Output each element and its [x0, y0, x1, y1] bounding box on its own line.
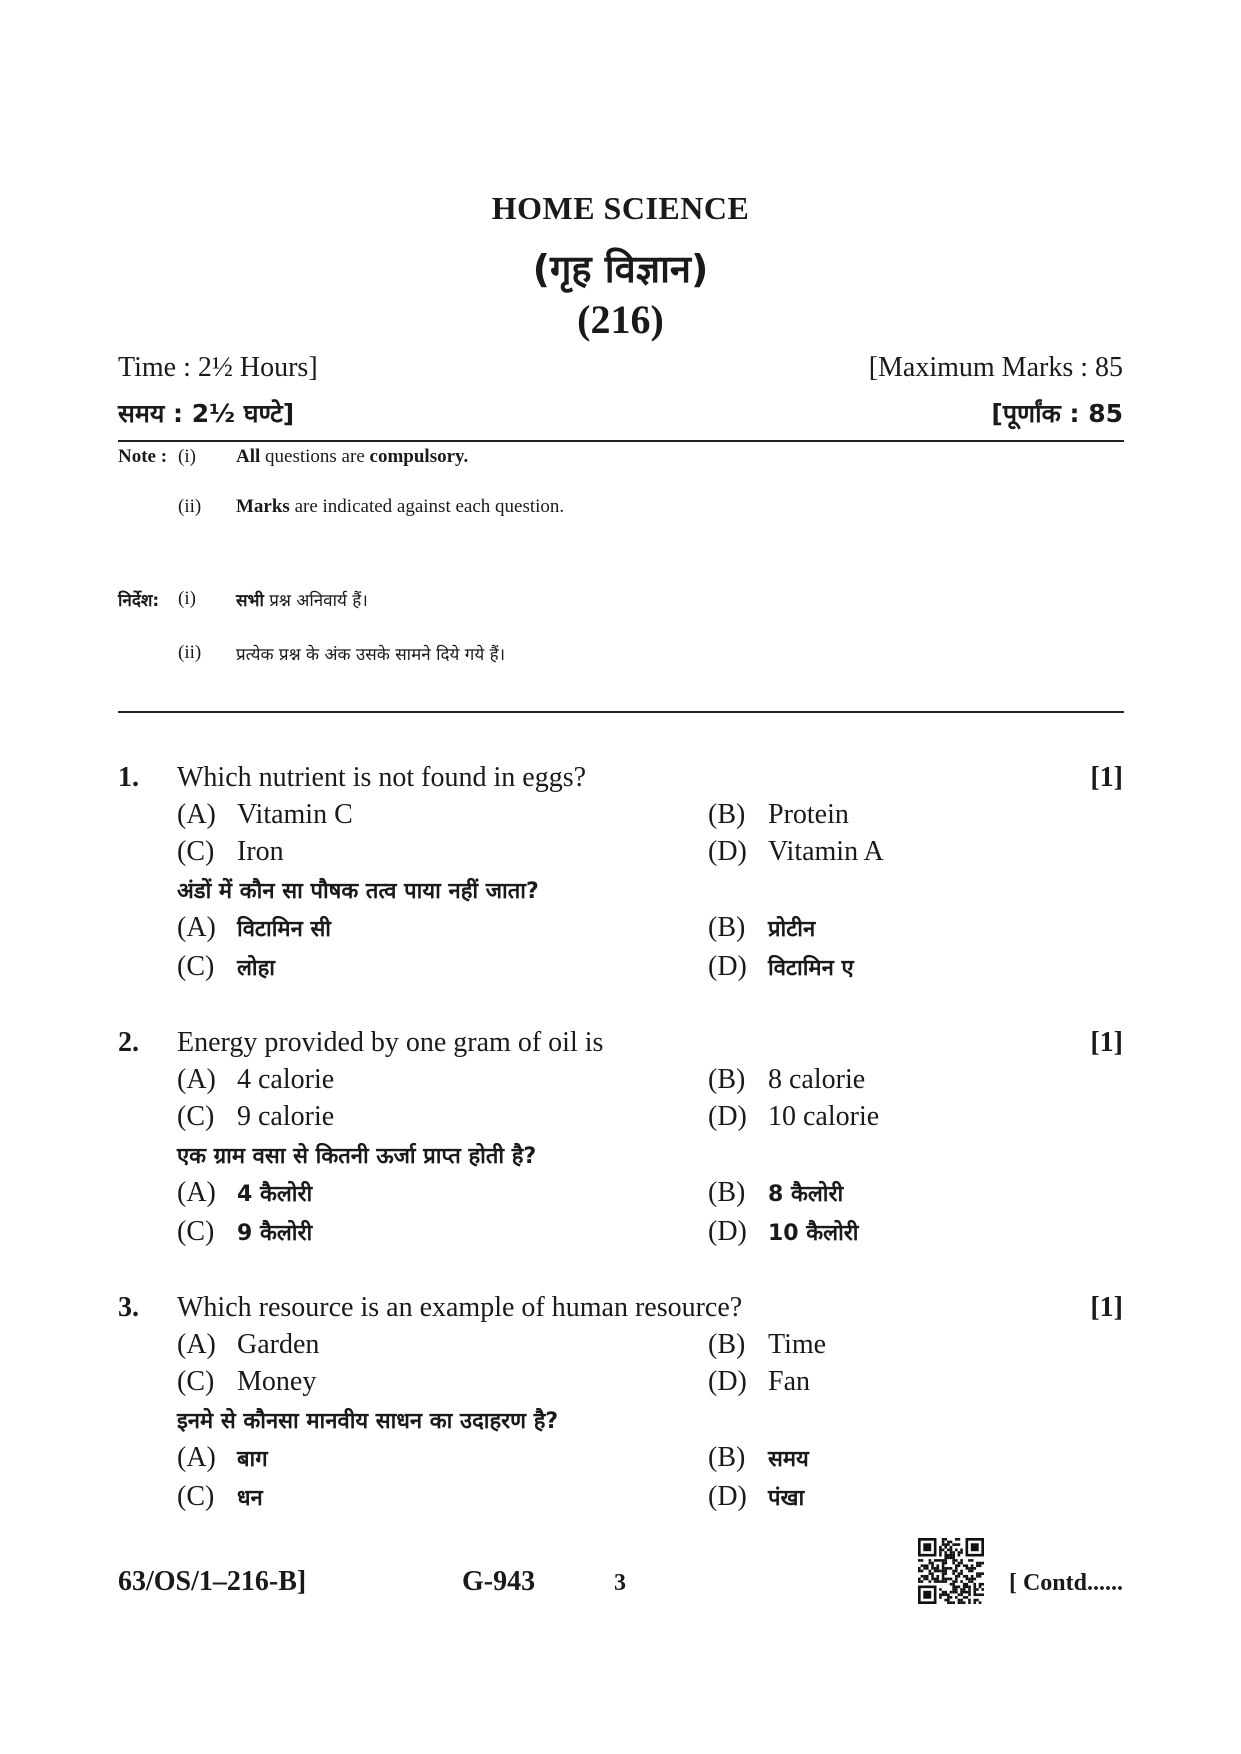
- option-english: [708, 836, 884, 868]
- option-english: [708, 1101, 879, 1133]
- option-letter: (A): [177, 1329, 216, 1360]
- option-letter: (B): [708, 799, 746, 830]
- page-number: 3: [614, 1570, 626, 1596]
- option-text: Vitamin A: [768, 836, 884, 867]
- title-hindi: (गृह विज्ञान): [532, 247, 709, 291]
- option-hindi: [177, 1177, 312, 1209]
- question-number: 2.: [118, 1027, 139, 1058]
- subject-code: (216): [577, 297, 664, 342]
- option-text: विटामिन सी: [237, 917, 332, 942]
- notes-divider: [118, 711, 1124, 713]
- question-text-hindi: एक ग्राम वसा से कितनी ऊर्जा प्राप्त होती है?: [177, 1144, 537, 1169]
- option-text: Fan: [768, 1366, 810, 1397]
- note-en-1-bold: All: [236, 446, 261, 467]
- option-english: [708, 799, 849, 831]
- option-english: [177, 836, 284, 868]
- option-hindi: [177, 951, 275, 983]
- paper-code: 63/OS/1–216-B]: [118, 1566, 307, 1597]
- question-text-hindi: अंडों में कौन सा पौषक तत्व पाया नहीं जाता?: [177, 879, 539, 904]
- option-text: Garden: [237, 1329, 320, 1360]
- option-letter: (D): [708, 951, 747, 982]
- note-en-label: Note :: [118, 446, 168, 467]
- note-en-2-num: (ii): [178, 496, 202, 517]
- time-english: Time : 2½ Hours]: [118, 352, 318, 383]
- option-text: 4 कैलोरी: [237, 1182, 313, 1207]
- option-text: Money: [237, 1366, 317, 1397]
- option-text: Iron: [237, 836, 284, 867]
- option-hindi: [177, 1442, 268, 1474]
- option-english: [177, 1064, 334, 1096]
- question-marks: [1]: [1090, 1292, 1123, 1323]
- option-text: धन: [237, 1486, 263, 1511]
- option-letter: (B): [708, 1442, 746, 1473]
- option-letter: (D): [708, 1366, 747, 1397]
- note-en-2-text: are indicated against each question.: [289, 496, 565, 517]
- question-text-english: Which nutrient is not found in eggs?: [177, 762, 587, 793]
- option-letter: (D): [708, 1101, 747, 1132]
- option-hindi: [708, 1177, 843, 1209]
- option-english: [708, 1064, 865, 1096]
- option-letter: (B): [708, 912, 746, 943]
- marks-english: [Maximum Marks : 85: [868, 352, 1123, 383]
- option-hindi: [708, 1481, 804, 1513]
- option-hindi: [708, 951, 854, 983]
- option-letter: (D): [708, 836, 747, 867]
- note-hi-2: प्रत्येक प्रश्न के अंक उसके सामने दिये गये हैं।: [236, 645, 506, 665]
- option-letter: (D): [708, 1216, 747, 1247]
- option-letter: (C): [177, 951, 215, 982]
- option-text: 8 calorie: [768, 1064, 866, 1095]
- header-divider: [118, 440, 1124, 442]
- title-english: HOME SCIENCE: [491, 190, 750, 226]
- time-hindi: समय : 2½ घण्टे]: [118, 399, 295, 428]
- note-hi-1: [236, 588, 368, 611]
- option-english: [708, 1329, 826, 1361]
- question-marks: [1]: [1090, 762, 1123, 793]
- question-text-hindi: इनमे से कौनसा मानवीय साधन का उदाहरण है?: [177, 1409, 559, 1434]
- option-text: प्रोटीन: [768, 917, 816, 942]
- option-letter: (C): [177, 836, 215, 867]
- marks-hindi: [पूर्णांक : 85: [991, 399, 1123, 428]
- note-en-1-num: (i): [178, 446, 196, 467]
- option-hindi: [177, 1481, 263, 1513]
- option-letter: (A): [177, 1442, 216, 1473]
- option-letter: (A): [177, 912, 216, 943]
- qr-code-icon: [918, 1538, 984, 1604]
- option-text: बाग: [237, 1447, 268, 1472]
- option-letter: (A): [177, 1064, 216, 1095]
- option-english: [177, 1329, 319, 1361]
- option-text: 10 calorie: [768, 1101, 880, 1132]
- note-hi-1-bold: सभी: [236, 591, 264, 611]
- option-text: 9 कैलोरी: [237, 1221, 313, 1246]
- question-marks: [1]: [1090, 1027, 1123, 1058]
- option-text: Vitamin C: [237, 799, 353, 830]
- option-letter: (B): [708, 1177, 746, 1208]
- option-letter: (C): [177, 1216, 215, 1247]
- option-text: 9 calorie: [237, 1101, 335, 1132]
- series-code: G-943: [462, 1566, 536, 1597]
- option-text: 8 कैलोरी: [768, 1182, 844, 1207]
- option-hindi: [177, 912, 331, 944]
- note-en-2-bold: Marks: [236, 496, 290, 517]
- question-text-english: Which resource is an example of human resource?: [177, 1292, 743, 1323]
- option-letter: (C): [177, 1366, 215, 1397]
- option-letter: (B): [708, 1329, 746, 1360]
- note-hi-label: निर्देश:: [118, 591, 160, 611]
- note-en-1-bold2: compulsory.: [369, 446, 469, 467]
- option-hindi: [177, 1216, 312, 1248]
- continued-label: [ Contd......: [1008, 1570, 1123, 1596]
- option-english: [177, 1101, 334, 1133]
- note-en-1-text: questions are: [260, 446, 370, 467]
- note-hi-2-num: (ii): [178, 642, 202, 663]
- option-letter: (D): [708, 1481, 747, 1512]
- option-hindi: [708, 1442, 809, 1474]
- option-english: [177, 799, 353, 831]
- option-text: पंखा: [768, 1486, 805, 1511]
- question-text-english: Energy provided by one gram of oil is: [177, 1027, 604, 1058]
- option-letter: (C): [177, 1481, 215, 1512]
- question-number: 1.: [118, 762, 139, 793]
- option-text: 10 कैलोरी: [768, 1221, 859, 1246]
- option-letter: (A): [177, 799, 216, 830]
- option-letter: (A): [177, 1177, 216, 1208]
- option-hindi: [708, 1216, 858, 1248]
- note-hi-1-text: प्रश्न अनिवार्य हैं।: [263, 591, 368, 611]
- option-text: 4 calorie: [237, 1064, 335, 1095]
- option-hindi: [708, 912, 815, 944]
- note-hi-1-num: (i): [178, 588, 196, 609]
- option-text: Time: [768, 1329, 827, 1360]
- option-english: [708, 1366, 810, 1398]
- option-text: Protein: [768, 799, 849, 830]
- option-text: समय: [768, 1447, 809, 1472]
- question-number: 3.: [118, 1292, 139, 1323]
- note-en-1: [236, 446, 468, 468]
- note-en-2: [236, 496, 564, 518]
- option-english: [177, 1366, 316, 1398]
- option-letter: (B): [708, 1064, 746, 1095]
- option-text: लोहा: [237, 956, 275, 981]
- option-letter: (C): [177, 1101, 215, 1132]
- option-text: विटामिन ए: [768, 956, 854, 981]
